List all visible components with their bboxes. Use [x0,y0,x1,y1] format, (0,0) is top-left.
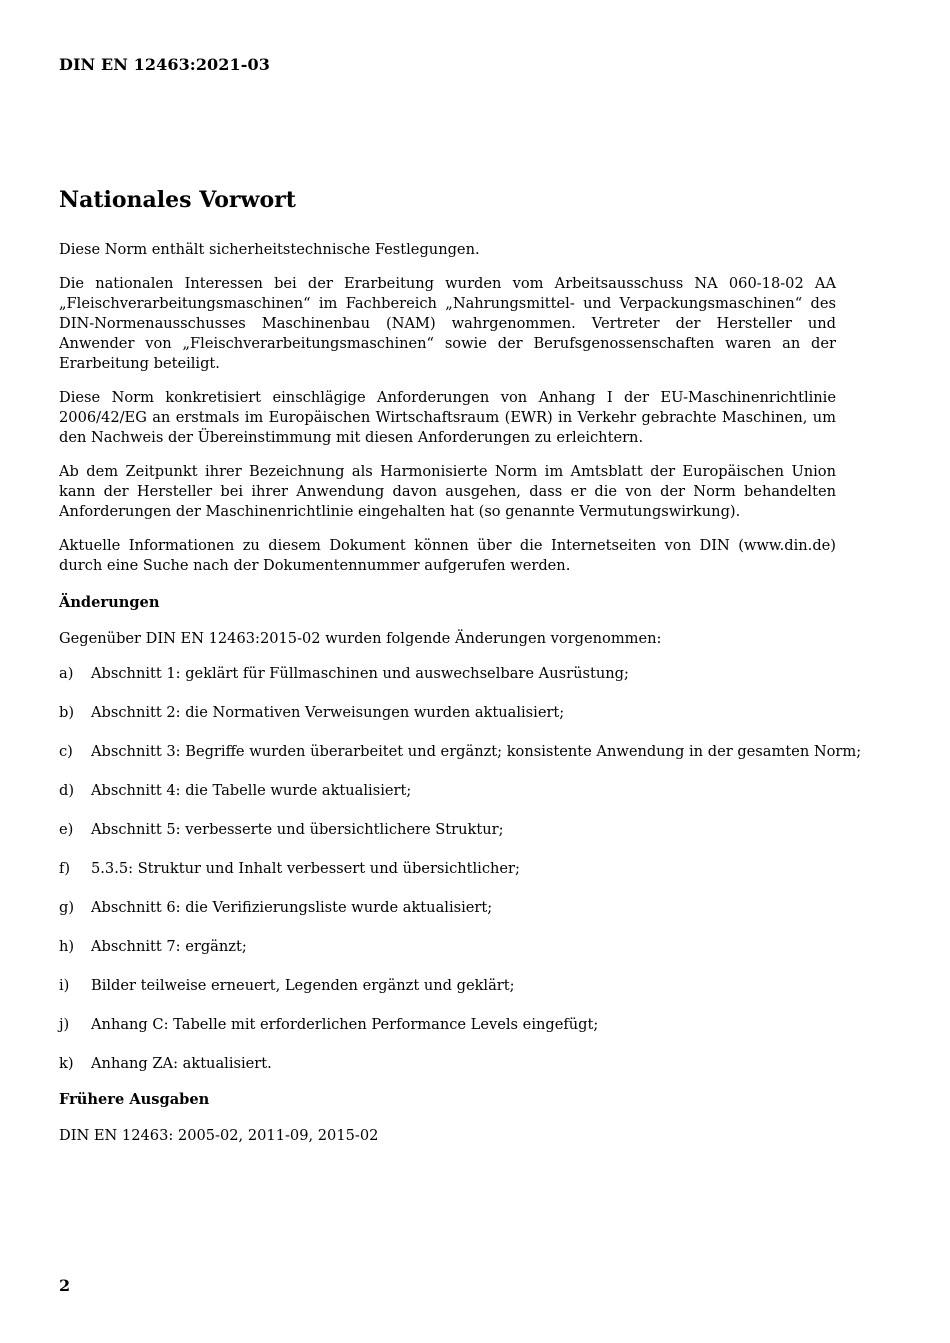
list-item-text: Anhang C: Tabelle mit erforderlichen Performance Levels eingefügt; [91,1016,599,1033]
list-item-text: Abschnitt 5: verbesserte und übersichtlichere Struktur; [91,821,504,838]
section-title: Nationales Vorwort [59,187,296,213]
list-item-label: c) [59,743,73,760]
list-item-text: Abschnitt 6: die Verifizierungsliste wurde aktualisiert; [91,899,493,916]
list-item [59,703,836,742]
list-item [59,820,836,859]
list-item [59,742,862,781]
changes-intro: Gegenüber DIN EN 12463:2015-02 wurden folgende Änderungen vorgenommen: [59,630,662,647]
page-number: 2 [59,1276,71,1295]
list-item-text: Anhang ZA: aktualisiert. [91,1055,272,1072]
list-item-label: i) [59,977,70,994]
list-item [59,859,836,898]
list-item-text: Abschnitt 4: die Tabelle wurde aktualisiert; [91,782,412,799]
list-item [59,976,836,1015]
paragraph-machinery-directive: Diese Norm konkretisiert einschlägige Anforderungen von Anhang I der EU-Maschinenrichtlinie 2006/42/EG an erstmals im Europäischen Wirtschaftsraum (EWR) in Verkehr gebrachte Maschinen, um den Nachweis der Übereinstimmung mit diesen Anforderungen zu erleichtern. [59,389,836,446]
previous-editions-heading: Frühere Ausgaben [59,1091,210,1108]
list-item-text: Abschnitt 1: geklärt für Füllmaschinen und auswechselbare Ausrüstung; [91,665,629,682]
list-item-text: Bilder teilweise erneuert, Legenden ergänzt und geklärt; [91,977,515,994]
list-item-label: e) [59,821,74,838]
list-item-label: a) [59,665,74,682]
changes-heading: Änderungen [59,594,160,611]
list-item [59,664,836,703]
body-content [59,240,862,1146]
paragraph-information: Aktuelle Informationen zu diesem Dokument können über die Internetseiten von DIN (www.din.de) durch eine Suche nach der Dokumentennummer aufgerufen werden. [59,537,836,574]
list-item-text: Abschnitt 2: die Normativen Verweisungen wurden aktualisiert; [91,704,565,721]
previous-editions-text: DIN EN 12463: 2005-02, 2011-09, 2015-02 [59,1127,379,1144]
list-item [59,898,836,937]
list-item-label: j) [59,1016,70,1033]
list-item-label: f) [59,860,71,877]
paragraph-safety: Diese Norm enthält sicherheitstechnische Festlegungen. [59,241,480,258]
list-item [59,1015,836,1054]
list-item-label: d) [59,782,75,799]
list-item-label: g) [59,899,75,916]
paragraph-presumption: Ab dem Zeitpunkt ihrer Bezeichnung als Harmonisierte Norm im Amtsblatt der Europäischen Union kann der Hersteller bei ihrer Anwendung davon ausgehen, dass er die von der Norm behandelten Anforderungen der Maschinenrichtlinie eingehalten hat (so genannte Vermutungswirkung). [59,463,836,520]
list-item [59,781,836,820]
list-item-label: h) [59,938,75,955]
list-item [59,937,836,976]
changes-list [59,664,862,1091]
list-item-text: Abschnitt 7: ergänzt; [91,938,247,955]
list-item [59,1054,836,1091]
list-item-label: k) [59,1055,74,1072]
list-item-label: b) [59,704,75,721]
list-item-text: 5.3.5: Struktur und Inhalt verbessert und übersichtlicher; [91,860,520,877]
paragraph-committee: Die nationalen Interessen bei der Erarbeitung wurden vom Arbeitsausschuss NA 060-18-02 AA „Fleischverarbeitungsmaschinen“ im Fachbereich „Nahrungsmittel- und Verpackungsmaschinen“ des DIN-Normenausschusses Maschinenbau (NAM) wahrgenommen. Vertreter der Hersteller und Anwender von „Fleischverarbeitungsmaschinen“ sowie der Berufsgenossenschaften waren an der Erarbeitung beteiligt. [59,275,836,372]
list-item-text: Abschnitt 3: Begriffe wurden überarbeitet und ergänzt; konsistente Anwendung in der gesamten Norm; [91,743,862,760]
running-header: DIN EN 12463:2021-03 [59,55,270,74]
